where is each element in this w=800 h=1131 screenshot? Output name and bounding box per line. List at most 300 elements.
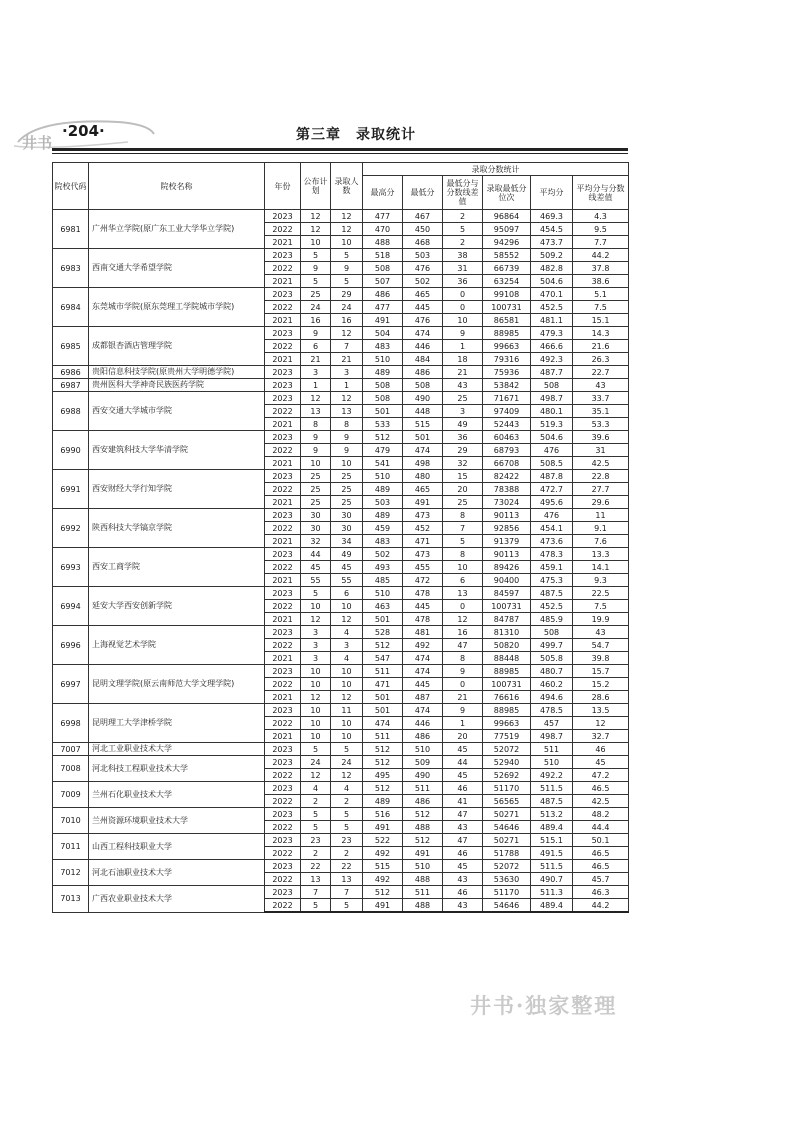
cell-avg-diff: 12 [573, 717, 629, 730]
cell-min: 486 [403, 366, 443, 379]
cell-avg-diff: 14.3 [573, 327, 629, 340]
header-rule [52, 148, 628, 151]
cell-min-diff: 38 [443, 249, 483, 262]
cell-plan: 2 [301, 795, 331, 808]
school-code: 6997 [53, 665, 89, 704]
cell-max: 491 [363, 314, 403, 327]
cell-rank: 88985 [483, 704, 531, 717]
header-avg-diff: 平均分与分数线差值 [573, 176, 629, 210]
cell-admitted: 49 [331, 548, 363, 561]
cell-year: 2022 [265, 405, 301, 418]
cell-plan: 16 [301, 314, 331, 327]
table-row [53, 808, 629, 821]
cell-plan: 10 [301, 678, 331, 691]
cell-min: 468 [403, 236, 443, 249]
school-code: 6998 [53, 704, 89, 743]
cell-min-diff: 2 [443, 210, 483, 223]
header-rank: 录取最低分位次 [483, 176, 531, 210]
table-row [53, 860, 629, 873]
table-row [53, 626, 629, 639]
cell-avg: 489.4 [531, 821, 573, 834]
cell-year: 2021 [265, 314, 301, 327]
cell-max: 486 [363, 288, 403, 301]
cell-min-diff: 9 [443, 704, 483, 717]
cell-min-diff: 45 [443, 743, 483, 756]
cell-min-diff: 25 [443, 496, 483, 509]
cell-avg: 454.1 [531, 522, 573, 535]
table-row [53, 665, 629, 678]
cell-plan: 8 [301, 418, 331, 431]
cell-max: 528 [363, 626, 403, 639]
cell-avg: 504.6 [531, 431, 573, 444]
school-code: 6984 [53, 288, 89, 327]
cell-rank: 50820 [483, 639, 531, 652]
cell-avg-diff: 45.7 [573, 873, 629, 886]
cell-min-diff: 0 [443, 301, 483, 314]
cell-min-diff: 0 [443, 288, 483, 301]
cell-year: 2022 [265, 678, 301, 691]
cell-avg-diff: 46.3 [573, 886, 629, 899]
cell-max: 471 [363, 678, 403, 691]
cell-rank: 54646 [483, 821, 531, 834]
table-body [53, 210, 629, 913]
cell-plan: 25 [301, 483, 331, 496]
cell-plan: 3 [301, 626, 331, 639]
cell-admitted: 23 [331, 834, 363, 847]
cell-min-diff: 20 [443, 483, 483, 496]
cell-admitted: 5 [331, 899, 363, 913]
cell-avg: 515.1 [531, 834, 573, 847]
cell-max: 512 [363, 782, 403, 795]
cell-avg: 479.3 [531, 327, 573, 340]
cell-rank: 97409 [483, 405, 531, 418]
cell-min: 478 [403, 587, 443, 600]
cell-min-diff: 46 [443, 847, 483, 860]
cell-max: 501 [363, 704, 403, 717]
cell-year: 2022 [265, 769, 301, 782]
cell-rank: 66708 [483, 457, 531, 470]
cell-max: 477 [363, 210, 403, 223]
cell-avg: 494.6 [531, 691, 573, 704]
school-code: 6992 [53, 509, 89, 548]
cell-plan: 9 [301, 431, 331, 444]
cell-avg: 460.2 [531, 678, 573, 691]
cell-year: 2022 [265, 873, 301, 886]
cell-max: 512 [363, 886, 403, 899]
cell-max: 516 [363, 808, 403, 821]
cell-avg: 472.7 [531, 483, 573, 496]
cell-avg: 498.7 [531, 730, 573, 743]
cell-max: 474 [363, 717, 403, 730]
cell-year: 2022 [265, 301, 301, 314]
cell-avg: 510 [531, 756, 573, 769]
cell-admitted: 9 [331, 431, 363, 444]
cell-year: 2023 [265, 587, 301, 600]
school-name: 广西农业职业技术大学 [89, 886, 265, 913]
cell-plan: 4 [301, 782, 331, 795]
cell-admitted: 5 [331, 275, 363, 288]
cell-admitted: 2 [331, 795, 363, 808]
cell-plan: 5 [301, 808, 331, 821]
school-name: 贵州医科大学神奇民族医药学院 [89, 379, 265, 392]
cell-rank: 99108 [483, 288, 531, 301]
cell-admitted: 25 [331, 496, 363, 509]
cell-min: 480 [403, 470, 443, 483]
cell-year: 2023 [265, 327, 301, 340]
cell-min-diff: 32 [443, 457, 483, 470]
cell-year: 2022 [265, 600, 301, 613]
cell-min: 474 [403, 444, 443, 457]
cell-year: 2022 [265, 717, 301, 730]
cell-rank: 73024 [483, 496, 531, 509]
cell-min: 486 [403, 795, 443, 808]
cell-min-diff: 44 [443, 756, 483, 769]
table-row [53, 327, 629, 340]
cell-avg-diff: 44.2 [573, 899, 629, 913]
header-min: 最低分 [403, 176, 443, 210]
school-name: 延安大学西安创新学院 [89, 587, 265, 626]
cell-year: 2023 [265, 665, 301, 678]
cell-max: 501 [363, 691, 403, 704]
cell-max: 501 [363, 613, 403, 626]
cell-avg: 475.3 [531, 574, 573, 587]
cell-max: 512 [363, 639, 403, 652]
cell-plan: 30 [301, 509, 331, 522]
cell-plan: 45 [301, 561, 331, 574]
cell-max: 495 [363, 769, 403, 782]
cell-year: 2023 [265, 470, 301, 483]
cell-rank: 68793 [483, 444, 531, 457]
cell-min-diff: 43 [443, 899, 483, 913]
cell-max: 492 [363, 873, 403, 886]
header-plan: 公布计划 [301, 163, 331, 210]
school-code: 6987 [53, 379, 89, 392]
cell-admitted: 21 [331, 353, 363, 366]
cell-max: 508 [363, 262, 403, 275]
cell-max: 510 [363, 470, 403, 483]
cell-min-diff: 10 [443, 314, 483, 327]
cell-rank: 50271 [483, 834, 531, 847]
cell-max: 522 [363, 834, 403, 847]
cell-min: 515 [403, 418, 443, 431]
cell-plan: 5 [301, 587, 331, 600]
cell-min-diff: 13 [443, 587, 483, 600]
cell-min: 446 [403, 340, 443, 353]
cell-year: 2021 [265, 730, 301, 743]
cell-avg-diff: 38.6 [573, 275, 629, 288]
cell-avg-diff: 46 [573, 743, 629, 756]
school-name: 河北工业职业技术大学 [89, 743, 265, 756]
cell-avg-diff: 39.8 [573, 652, 629, 665]
cell-admitted: 3 [331, 366, 363, 379]
school-code: 6996 [53, 626, 89, 665]
cell-rank: 51170 [483, 782, 531, 795]
cell-max: 502 [363, 548, 403, 561]
cell-min-diff: 5 [443, 223, 483, 236]
cell-rank: 77519 [483, 730, 531, 743]
cell-avg-diff: 37.8 [573, 262, 629, 275]
cell-rank: 52692 [483, 769, 531, 782]
cell-admitted: 10 [331, 665, 363, 678]
cell-max: 511 [363, 730, 403, 743]
cell-avg-diff: 44.2 [573, 249, 629, 262]
cell-max: 492 [363, 847, 403, 860]
cell-max: 510 [363, 587, 403, 600]
cell-min-diff: 5 [443, 535, 483, 548]
cell-min-diff: 21 [443, 691, 483, 704]
cell-min: 465 [403, 288, 443, 301]
cell-admitted: 12 [331, 691, 363, 704]
cell-min: 501 [403, 431, 443, 444]
cell-rank: 75936 [483, 366, 531, 379]
cell-min: 445 [403, 301, 443, 314]
cell-min: 510 [403, 860, 443, 873]
cell-avg-diff: 42.5 [573, 457, 629, 470]
cell-min: 473 [403, 509, 443, 522]
cell-admitted: 12 [331, 210, 363, 223]
cell-min-diff: 25 [443, 392, 483, 405]
cell-max: 493 [363, 561, 403, 574]
cell-avg-diff: 22.8 [573, 470, 629, 483]
cell-max: 510 [363, 353, 403, 366]
school-code: 6981 [53, 210, 89, 249]
cell-avg: 505.8 [531, 652, 573, 665]
cell-min: 486 [403, 730, 443, 743]
cell-avg: 482.8 [531, 262, 573, 275]
cell-avg: 485.9 [531, 613, 573, 626]
cell-plan: 22 [301, 860, 331, 873]
cell-max: 479 [363, 444, 403, 457]
cell-avg-diff: 7.6 [573, 535, 629, 548]
cell-avg: 492.3 [531, 353, 573, 366]
chapter-title: 第三章 录取统计 [296, 127, 416, 143]
table-row [53, 470, 629, 483]
cell-plan: 3 [301, 639, 331, 652]
cell-year: 2021 [265, 353, 301, 366]
cell-min: 512 [403, 834, 443, 847]
cell-year: 2021 [265, 457, 301, 470]
cell-avg: 454.5 [531, 223, 573, 236]
cell-avg: 511.5 [531, 860, 573, 873]
cell-year: 2023 [265, 756, 301, 769]
cell-plan: 12 [301, 613, 331, 626]
cell-year: 2021 [265, 418, 301, 431]
cell-rank: 52072 [483, 743, 531, 756]
cell-admitted: 10 [331, 717, 363, 730]
cell-year: 2023 [265, 782, 301, 795]
cell-year: 2022 [265, 847, 301, 860]
header-name: 院校名称 [89, 163, 265, 210]
cell-plan: 10 [301, 600, 331, 613]
cell-rank: 53842 [483, 379, 531, 392]
cell-min-diff: 43 [443, 379, 483, 392]
header-year: 年份 [265, 163, 301, 210]
cell-plan: 5 [301, 249, 331, 262]
table-row [53, 249, 629, 262]
cell-min: 498 [403, 457, 443, 470]
cell-year: 2023 [265, 431, 301, 444]
cell-avg: 466.6 [531, 340, 573, 353]
cell-rank: 94296 [483, 236, 531, 249]
cell-max: 515 [363, 860, 403, 873]
cell-avg-diff: 48.2 [573, 808, 629, 821]
cell-year: 2023 [265, 886, 301, 899]
cell-min-diff: 49 [443, 418, 483, 431]
cell-rank: 90113 [483, 548, 531, 561]
cell-admitted: 13 [331, 405, 363, 418]
cell-min-diff: 8 [443, 548, 483, 561]
cell-min: 446 [403, 717, 443, 730]
cell-rank: 79316 [483, 353, 531, 366]
cell-max: 483 [363, 535, 403, 548]
cell-avg: 491.5 [531, 847, 573, 860]
cell-year: 2023 [265, 210, 301, 223]
cell-admitted: 29 [331, 288, 363, 301]
cell-avg: 457 [531, 717, 573, 730]
cell-max: 541 [363, 457, 403, 470]
cell-plan: 13 [301, 873, 331, 886]
cell-avg-diff: 19.9 [573, 613, 629, 626]
cell-avg: 487.7 [531, 366, 573, 379]
cell-min: 484 [403, 353, 443, 366]
school-code: 6986 [53, 366, 89, 379]
cell-min-diff: 41 [443, 795, 483, 808]
cell-avg: 476 [531, 509, 573, 522]
cell-max: 547 [363, 652, 403, 665]
cell-year: 2021 [265, 236, 301, 249]
table-row [53, 431, 629, 444]
cell-avg: 490.7 [531, 873, 573, 886]
cell-plan: 2 [301, 847, 331, 860]
school-code: 7008 [53, 756, 89, 782]
cell-avg: 473.7 [531, 236, 573, 249]
cell-rank: 96864 [483, 210, 531, 223]
cell-avg-diff: 53.3 [573, 418, 629, 431]
cell-max: 507 [363, 275, 403, 288]
header-score-group: 录取分数统计 [363, 163, 629, 176]
cell-avg: 509.2 [531, 249, 573, 262]
cell-admitted: 7 [331, 886, 363, 899]
cell-avg: 495.6 [531, 496, 573, 509]
cell-avg: 478.5 [531, 704, 573, 717]
cell-admitted: 24 [331, 756, 363, 769]
cell-min: 492 [403, 639, 443, 652]
school-name: 兰州资源环境职业技术大学 [89, 808, 265, 834]
cell-rank: 63254 [483, 275, 531, 288]
cell-min-diff: 0 [443, 600, 483, 613]
cell-max: 489 [363, 509, 403, 522]
cell-max: 533 [363, 418, 403, 431]
cell-year: 2021 [265, 613, 301, 626]
cell-avg: 487.5 [531, 587, 573, 600]
cell-max: 489 [363, 483, 403, 496]
cell-plan: 55 [301, 574, 331, 587]
cell-min: 508 [403, 379, 443, 392]
cell-min-diff: 21 [443, 366, 483, 379]
cell-plan: 25 [301, 288, 331, 301]
cell-year: 2023 [265, 704, 301, 717]
cell-admitted: 34 [331, 535, 363, 548]
cell-avg-diff: 39.6 [573, 431, 629, 444]
cell-admitted: 45 [331, 561, 363, 574]
cell-avg-diff: 7.5 [573, 301, 629, 314]
cell-admitted: 5 [331, 743, 363, 756]
cell-min-diff: 10 [443, 561, 483, 574]
cell-year: 2023 [265, 366, 301, 379]
cell-rank: 100731 [483, 600, 531, 613]
cell-plan: 10 [301, 236, 331, 249]
cell-max: 503 [363, 496, 403, 509]
cell-min-diff: 31 [443, 262, 483, 275]
cell-admitted: 11 [331, 704, 363, 717]
cell-avg: 470.1 [531, 288, 573, 301]
cell-avg: 513.2 [531, 808, 573, 821]
cell-admitted: 24 [331, 301, 363, 314]
cell-year: 2022 [265, 483, 301, 496]
cell-plan: 23 [301, 834, 331, 847]
cell-year: 2023 [265, 808, 301, 821]
cell-year: 2023 [265, 288, 301, 301]
cell-year: 2022 [265, 522, 301, 535]
cell-admitted: 1 [331, 379, 363, 392]
header-avg: 平均分 [531, 176, 573, 210]
cell-rank: 88985 [483, 327, 531, 340]
cell-min: 467 [403, 210, 443, 223]
cell-avg-diff: 13.3 [573, 548, 629, 561]
cell-avg-diff: 35.1 [573, 405, 629, 418]
cell-admitted: 12 [331, 769, 363, 782]
cell-admitted: 7 [331, 340, 363, 353]
cell-min: 465 [403, 483, 443, 496]
cell-avg: 508.5 [531, 457, 573, 470]
cell-plan: 10 [301, 717, 331, 730]
cell-max: 512 [363, 431, 403, 444]
cell-rank: 82422 [483, 470, 531, 483]
school-code: 7010 [53, 808, 89, 834]
cell-min-diff: 36 [443, 275, 483, 288]
cell-year: 2023 [265, 392, 301, 405]
cell-year: 2023 [265, 379, 301, 392]
header-code: 院校代码 [53, 163, 89, 210]
cell-year: 2021 [265, 691, 301, 704]
cell-min-diff: 3 [443, 405, 483, 418]
cell-admitted: 3 [331, 639, 363, 652]
cell-year: 2022 [265, 223, 301, 236]
cell-avg: 499.7 [531, 639, 573, 652]
school-code: 6993 [53, 548, 89, 587]
cell-min-diff: 43 [443, 821, 483, 834]
cell-rank: 90400 [483, 574, 531, 587]
cell-max: 511 [363, 665, 403, 678]
cell-min-diff: 1 [443, 340, 483, 353]
cell-avg: 489.4 [531, 899, 573, 913]
cell-avg: 480.7 [531, 665, 573, 678]
cell-admitted: 30 [331, 509, 363, 522]
cell-admitted: 2 [331, 847, 363, 860]
table-row [53, 509, 629, 522]
cell-year: 2022 [265, 795, 301, 808]
cell-rank: 76616 [483, 691, 531, 704]
cell-admitted: 55 [331, 574, 363, 587]
footer-watermark: 井书·独家整理 [470, 993, 618, 1018]
cell-avg-diff: 33.7 [573, 392, 629, 405]
cell-max: 508 [363, 392, 403, 405]
cell-plan: 13 [301, 405, 331, 418]
cell-max: 477 [363, 301, 403, 314]
cell-year: 2023 [265, 548, 301, 561]
school-name: 兰州石化职业技术大学 [89, 782, 265, 808]
school-code: 7012 [53, 860, 89, 886]
